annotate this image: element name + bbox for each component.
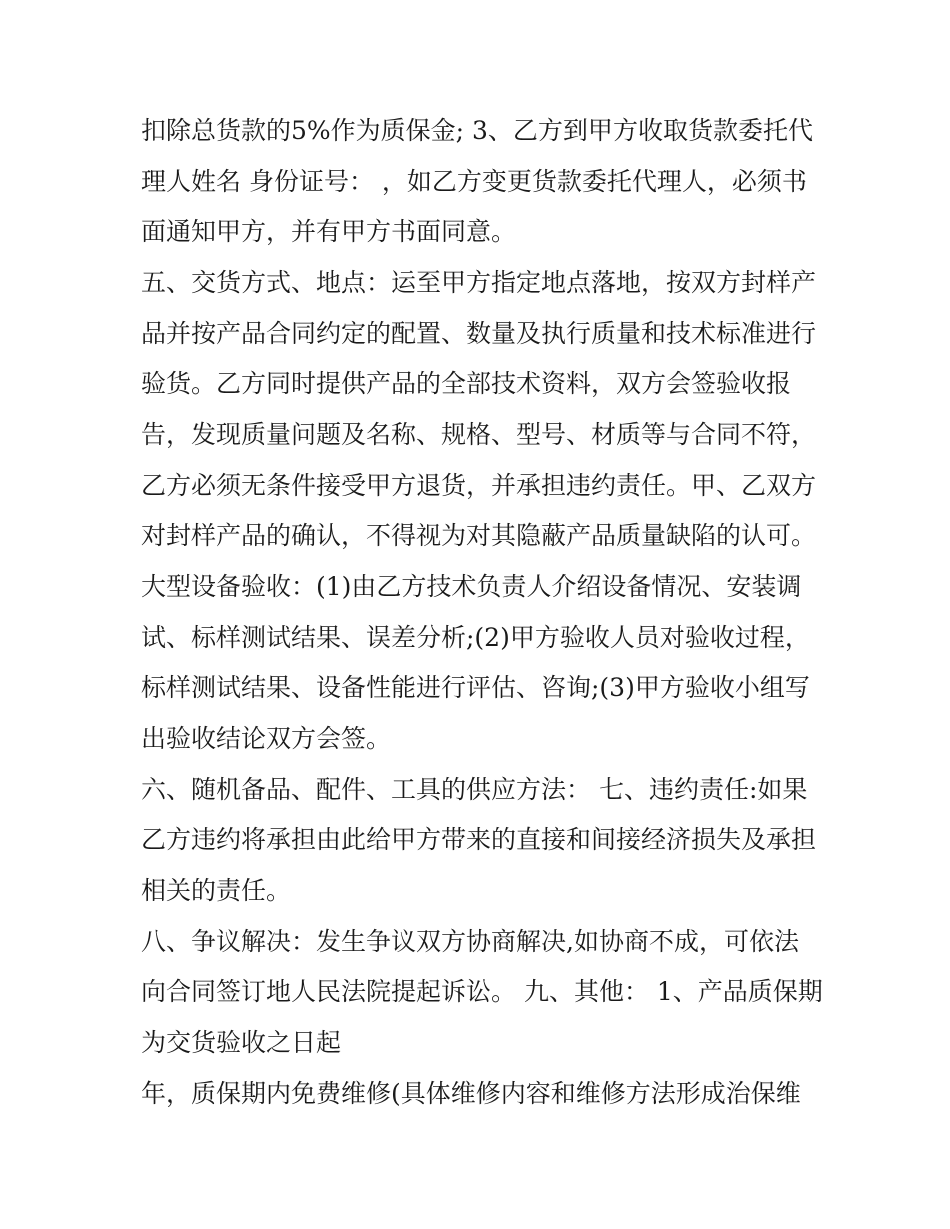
text-line: 六、随机备品、配件、工具的供应方法： 七、违约责任:如果	[141, 775, 808, 804]
text-line: 品并按产品合同约定的配置、数量及执行质量和技术标准进行	[141, 319, 817, 348]
text-line: 验货。乙方同时提供产品的全部技术资料，双方会签验收报	[141, 369, 792, 398]
text-line: 扣除总货款的5%作为质保金; 3、乙方到甲方收取货款委托代	[141, 116, 813, 145]
text-line: 出验收结论双方会签。	[141, 724, 392, 753]
text-line: 相关的责任。	[141, 876, 292, 905]
text-line: 大型设备验收：(1)由乙方技术负责人介绍设备情况、安装调	[141, 572, 802, 601]
text-line: 八、争议解决：发生争议双方协商解决,如协商不成，可依法	[141, 927, 799, 956]
text-line: 试、标样测试结果、误差分析;(2)甲方验收人员对验收过程，	[141, 623, 810, 652]
text-line: 五、交货方式、地点：运至甲方指定地点落地，按双方封样产	[141, 268, 817, 297]
text-line: 乙方违约将承担由此给甲方带来的直接和间接经济损失及承担	[141, 825, 817, 854]
text-line: 乙方必须无条件接受甲方退货，并承担违约责任。甲、乙双方	[141, 471, 817, 500]
text-line: 面通知甲方，并有甲方书面同意。	[141, 217, 517, 246]
text-line: 标样测试结果、设备性能进行评估、咨询;(3)甲方验收小组写	[141, 673, 810, 702]
text-line: 对封样产品的确认，不得视为对其隐蔽产品质量缺陷的认可。	[141, 521, 817, 550]
text-line: 向合同签订地人民法院提起诉讼。 九、其他： 1、产品质保期	[141, 977, 823, 1006]
text-line: 为交货验收之日起	[141, 1028, 342, 1057]
text-line: 年，质保期内免费维修(具体维修内容和维修方法形成治保维	[141, 1079, 801, 1108]
text-line: 告，发现质量问题及名称、规格、型号、材质等与合同不符，	[141, 420, 817, 449]
text-line: 理人姓名 身份证号： ，如乙方变更货款委托代理人，必须书	[141, 167, 807, 196]
